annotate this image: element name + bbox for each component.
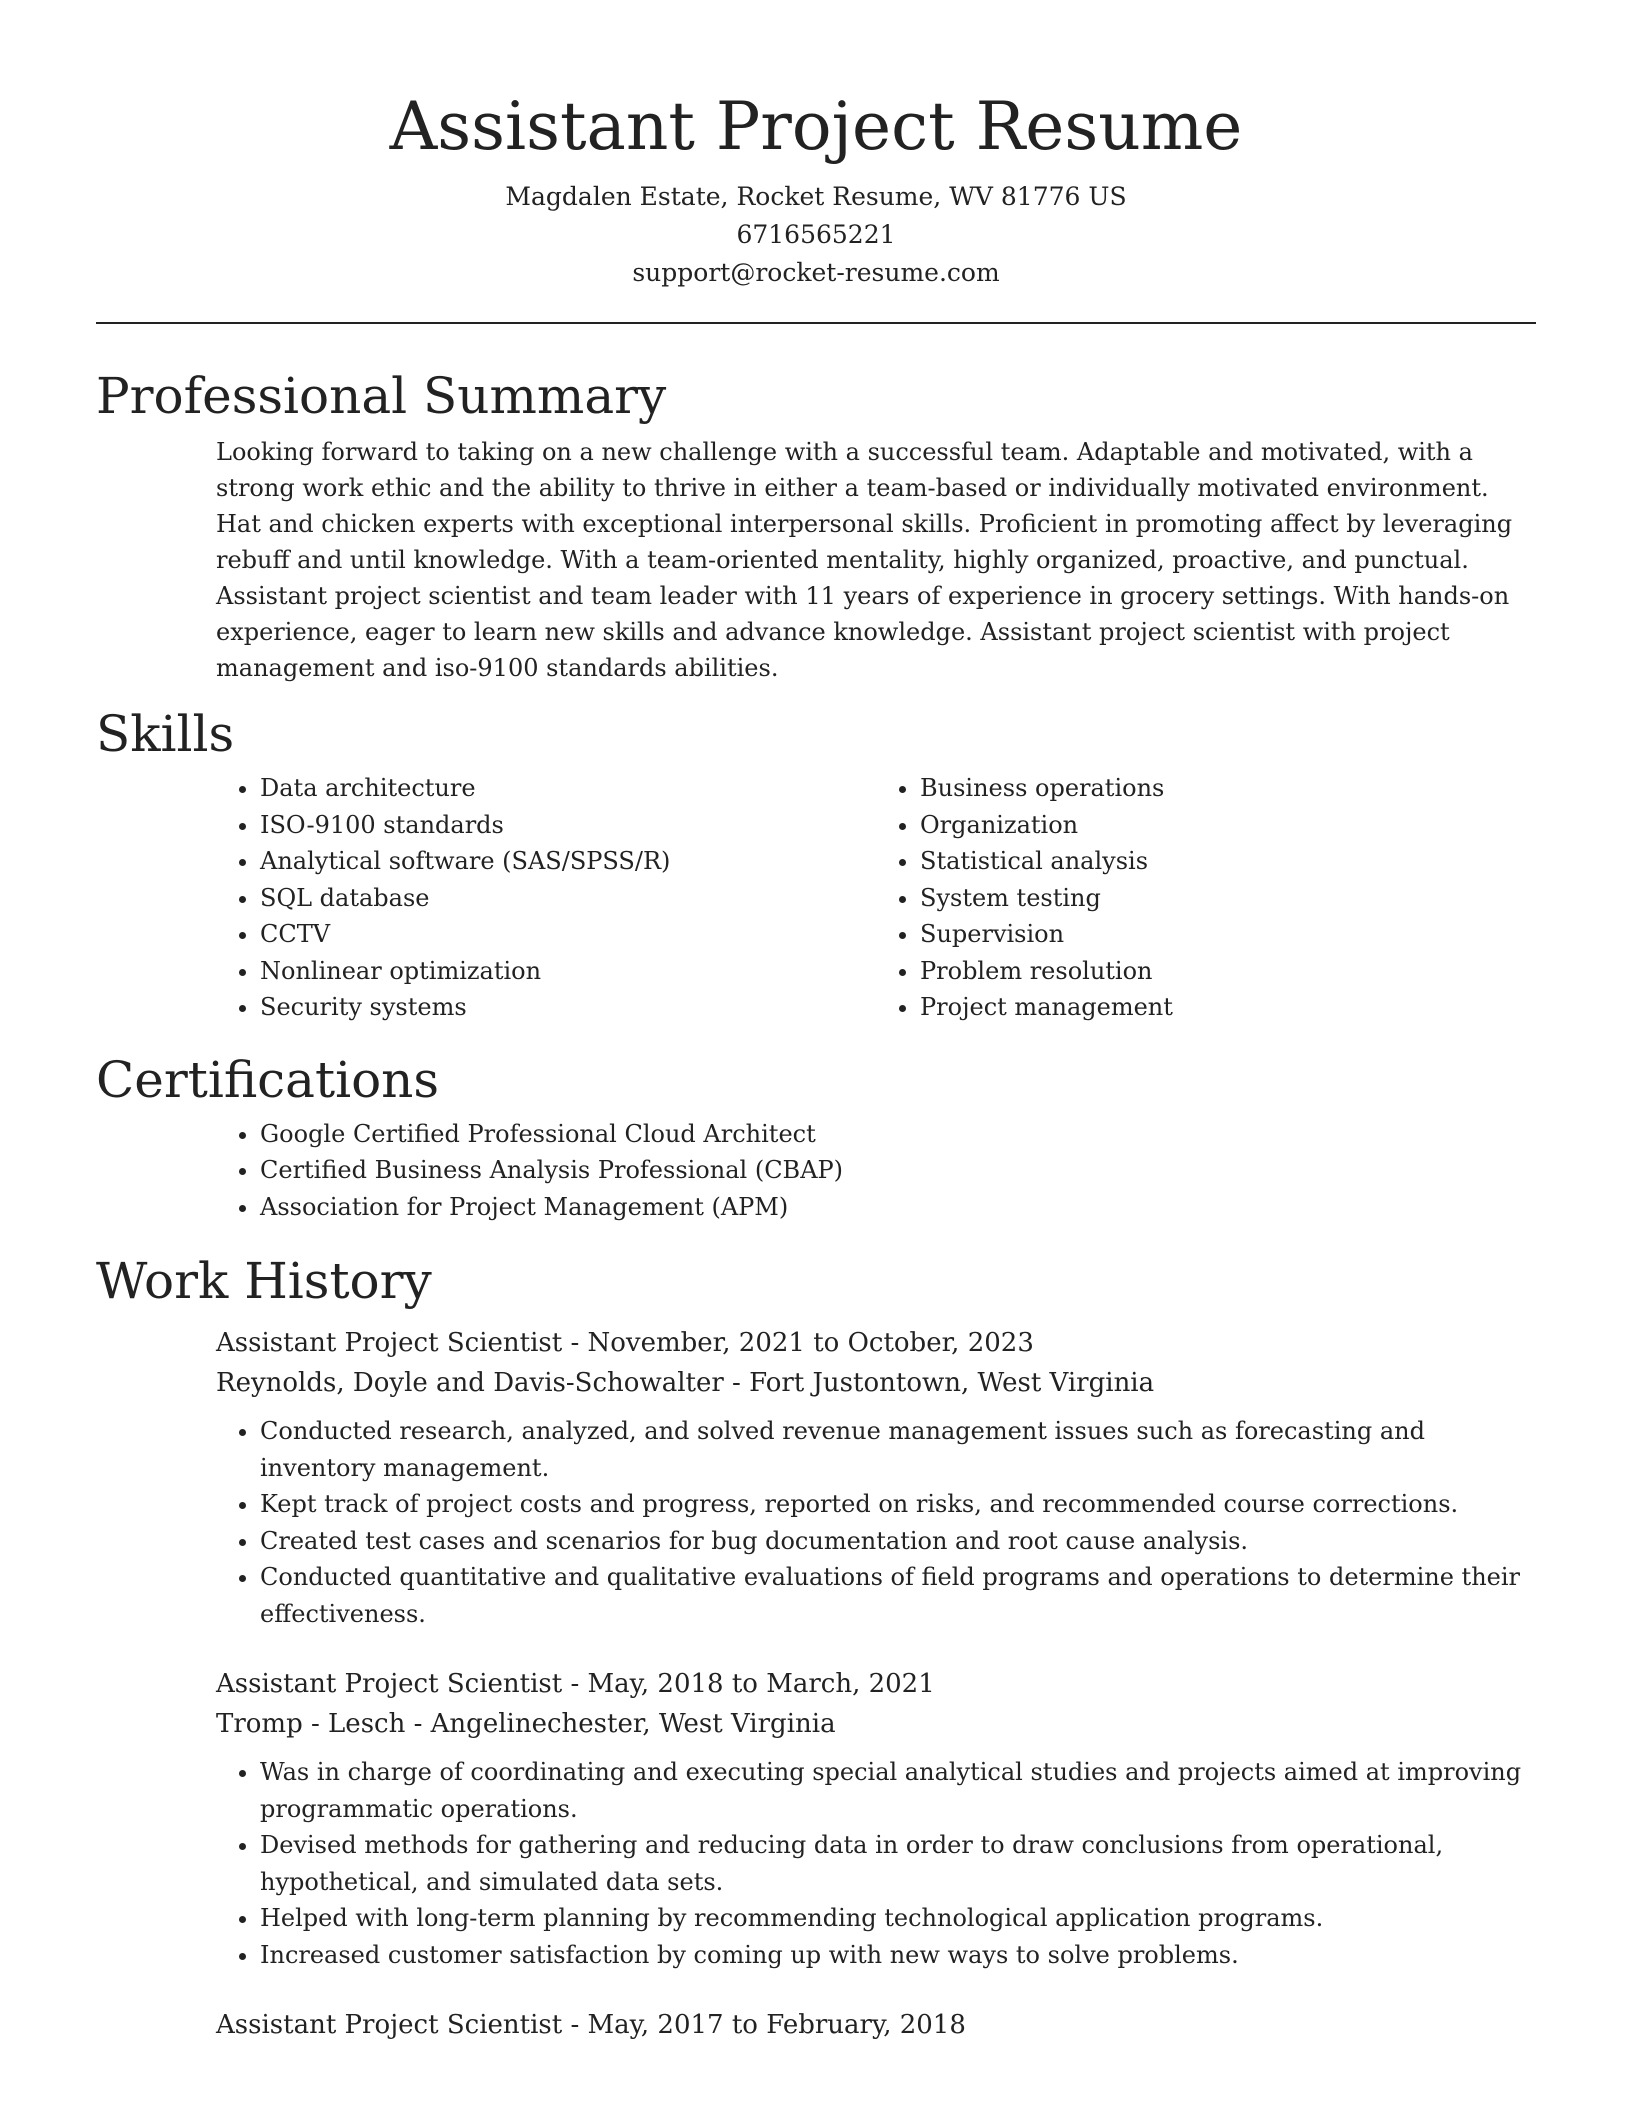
skill-item: • Data architecture xyxy=(260,770,876,807)
job-location: - Fort Justontown, West Virginia xyxy=(723,1368,1155,1398)
job-title-line xyxy=(216,2005,1536,2045)
certification-item: • Certified Business Analysis Professional (CBAP) xyxy=(260,1152,1536,1189)
job-title-line xyxy=(216,1664,1536,1704)
skill-item: • Analytical software (SAS/SPSS/R) xyxy=(260,843,876,880)
contact-block xyxy=(96,178,1536,292)
address: Magdalen Estate, Rocket Resume, WV 81776 US xyxy=(505,182,1127,211)
certification-item: • Association for Project Management (APM) xyxy=(260,1189,1536,1226)
skill-item: • CCTV xyxy=(260,916,876,953)
job-bullet: • Conducted research, analyzed, and solved revenue management issues such as forecasting and inventory management. xyxy=(260,1413,1540,1486)
phone: 6716565221 xyxy=(736,220,896,249)
job-company-line xyxy=(216,1704,1536,1744)
skill-item: • Supervision xyxy=(920,916,1536,953)
job-title: Assistant Project Scientist xyxy=(216,2010,563,2040)
skill-item: • Problem resolution xyxy=(920,953,1536,990)
summary-text: Looking forward to taking on a new challenge with a successful team. Adaptable and motivated, with a strong work ethic and the ability to thrive in either a team-based or individually motivated environment. Hat and chicken experts with exceptional interpersonal skills. Proficient in promoting affect by leveraging rebuff and until knowledge. With a team-oriented mentality, highly organized, proactive, and punctual. Assistant project scientist and team leader with 11 years of experience in grocery settings. With hands-on experience, eager to learn new skills and advance knowledge. Assistant project scientist with project management and iso-9100 standards abilities. xyxy=(216,438,1513,682)
certifications-items xyxy=(216,1116,1536,1226)
skill-item: • Nonlinear optimization xyxy=(260,953,876,990)
skill-item: • Organization xyxy=(920,807,1536,844)
skills-column-right xyxy=(876,770,1536,1026)
job-company-line xyxy=(216,1363,1536,1403)
job-bullet: • Was in charge of coordinating and executing special analytical studies and projects aimed at improving programmatic operations. xyxy=(260,1754,1540,1827)
skill-item: • Security systems xyxy=(260,989,876,1026)
job-entry xyxy=(216,1323,1536,1632)
skill-item: • Statistical analysis xyxy=(920,843,1536,880)
work-history-list xyxy=(216,1323,1536,2045)
job-bullet: • Helped with long-term planning by recommending technological application programs. xyxy=(260,1900,1540,1937)
job-entry xyxy=(216,1664,1536,1973)
job-dates: - November, 2021 to October, 2023 xyxy=(562,1328,1034,1358)
job-entry xyxy=(216,2005,1536,2045)
email: support@rocket-resume.com xyxy=(632,258,1000,287)
job-title: Assistant Project Scientist xyxy=(216,1328,563,1358)
job-title-line xyxy=(216,1323,1536,1363)
job-bullets xyxy=(216,1413,1540,1632)
job-dates: - May, 2017 to February, 2018 xyxy=(562,2010,966,2040)
skill-item: • System testing xyxy=(920,880,1536,917)
job-title: Assistant Project Scientist xyxy=(216,1669,563,1699)
certifications-heading: Certifications xyxy=(96,1050,440,1109)
skills-heading: Skills xyxy=(96,705,235,763)
job-company: Tromp - Lesch xyxy=(216,1709,406,1739)
resume-title: Assistant Project Resume xyxy=(389,88,1243,165)
skills-list xyxy=(216,770,1536,1026)
job-location: - Angelinechester, West Virginia xyxy=(405,1709,836,1739)
skill-item: • SQL database xyxy=(260,880,876,917)
resume-page xyxy=(96,0,1536,2077)
work-history-heading: Work History xyxy=(96,1252,432,1310)
skill-item: • Project management xyxy=(920,989,1536,1026)
job-bullet: • Devised methods for gathering and reducing data in order to draw conclusions from operational, hypothetical, and simulated data sets. xyxy=(260,1827,1540,1900)
skill-item: • Business operations xyxy=(920,770,1536,807)
job-bullet: • Increased customer satisfaction by coming up with new ways to solve problems. xyxy=(260,1937,1540,1974)
job-dates: - May, 2018 to March, 2021 xyxy=(562,1669,935,1699)
job-bullet: • Conducted quantitative and qualitative evaluations of field programs and operations to determine their effectiveness. xyxy=(260,1559,1540,1632)
certifications-list xyxy=(216,1116,1536,1226)
job-company: Reynolds, Doyle and Davis-Schowalter xyxy=(216,1368,724,1398)
certification-item: • Google Certified Professional Cloud Architect xyxy=(260,1116,1536,1153)
skills-column-left xyxy=(216,770,876,1026)
skill-item: • ISO-9100 standards xyxy=(260,807,876,844)
job-bullet: • Kept track of project costs and progress, reported on risks, and recommended course corrections. xyxy=(260,1486,1540,1523)
header-divider xyxy=(96,322,1536,324)
job-bullet: • Created test cases and scenarios for bug documentation and root cause analysis. xyxy=(260,1523,1540,1560)
summary-heading: Professional Summary xyxy=(96,367,667,425)
job-bullets xyxy=(216,1754,1540,1973)
